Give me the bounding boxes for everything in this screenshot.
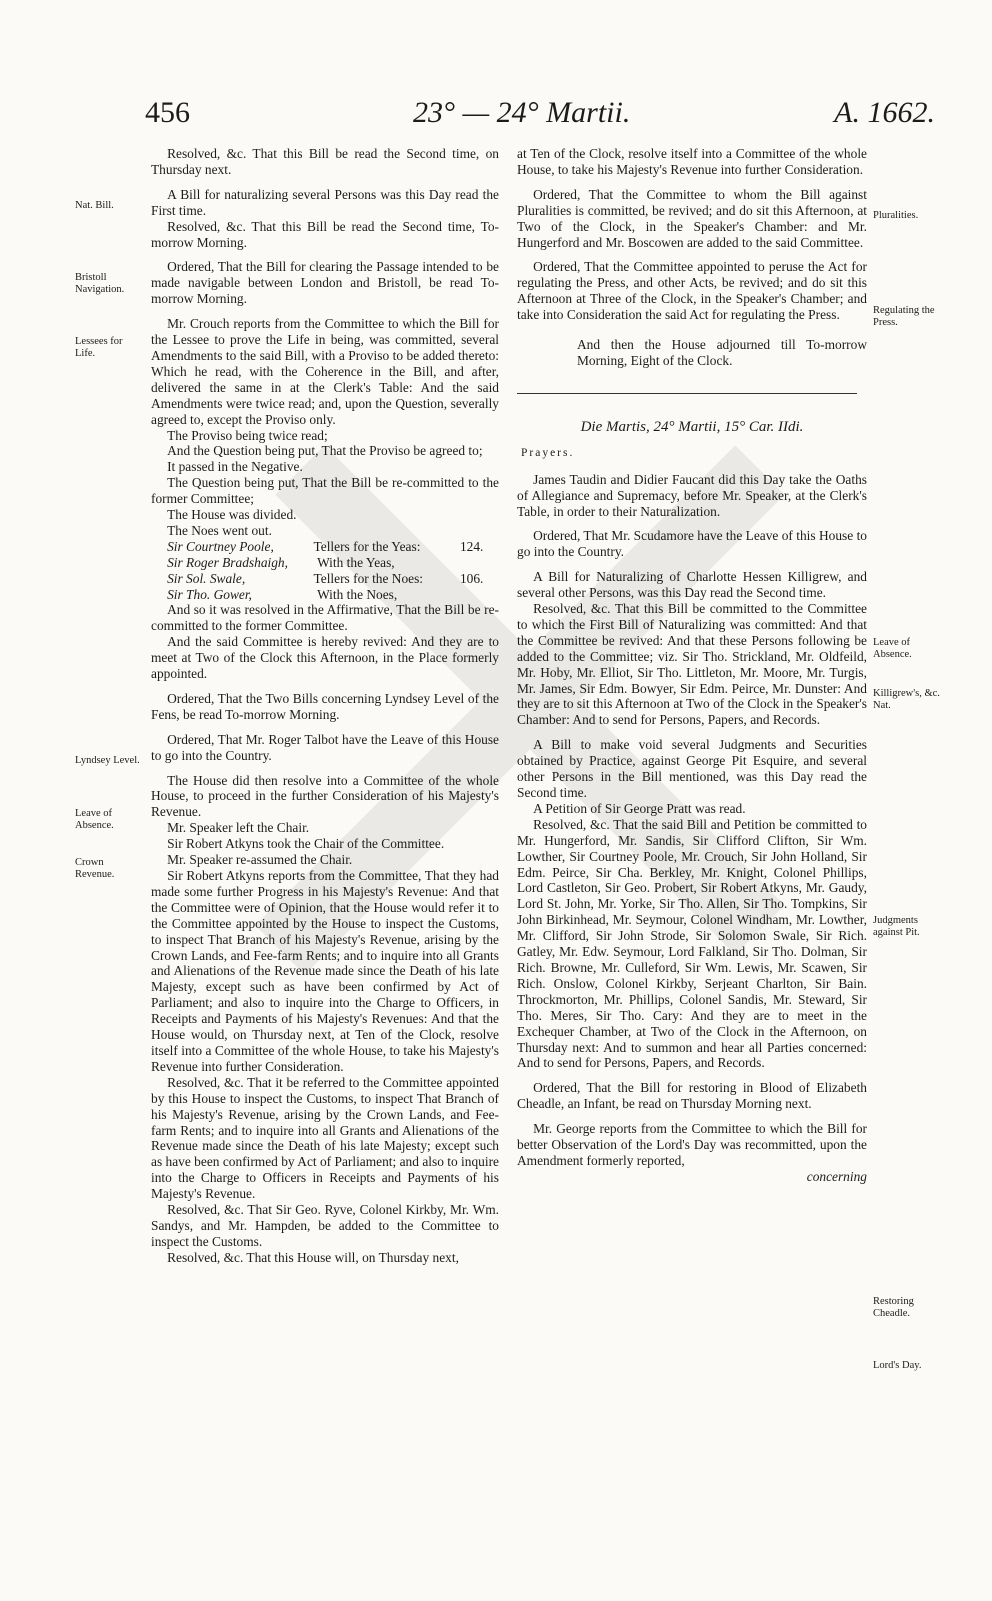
yeas-count: 124.: [459, 538, 484, 554]
division-tellers: [151, 539, 499, 603]
margin-note-killigrew: Killigrew's, &c. Nat.: [873, 688, 940, 711]
adjournment: And then the House adjourned till To-morrow Morning, Eight of the Clock.: [577, 337, 867, 368]
paragraph: And so it was resolved in the Affirmative, That the Bill be re-committed to the former Committee.: [151, 602, 499, 634]
paragraph: Ordered, That the Committee to whom the Bill against Pluralities is committed, be revived; and do sit this Afternoon, at Two of the Clock, in the Speaker's Chamber: and Mr. Hungerford and Mr. Boscowen are added to the said Committee.: [517, 186, 867, 250]
teller-role: Tellers for the Noes:: [313, 570, 424, 586]
margin-note-restoring: Restoring Cheadle.: [873, 1296, 914, 1319]
teller-name: Sir Roger Bradshaigh,: [167, 554, 288, 570]
teller-row: [151, 587, 499, 603]
paragraph: Sir Robert Atkyns took the Chair of the Committee.: [167, 836, 445, 852]
paragraph: Ordered, That Mr. Roger Talbot have the Leave of this House to go into the Country.: [151, 731, 499, 763]
paragraph: Resolved, &c. That this Bill be committed to the Committee to which the First Bill of Naturalizing was committed: And that the Committee be revived: And that these Persons following be added to the Committee; viz. Sir Tho. Strickland, Mr. Oldfeild, Mr. Hoby, Mr. Elliot, Sir Tho. Littleton, Mr. Moore, Mr. Turgis, Mr. James, Sir Edm. Bowyer, Sir Edm. Peirce, Mr. Dunster: And they are to sit this Afternoon at Two of the Clock in the Speaker's Chamber: And to send for Persons, Papers, and Records.: [517, 601, 867, 728]
paragraph: It passed in the Negative.: [167, 459, 303, 475]
section-divider: [517, 393, 857, 394]
paragraph: Ordered, That the Two Bills concerning Lyndsey Level of the Fens, be read To-morrow Morning.: [151, 690, 499, 722]
paragraph: Mr. George reports from the Committee to which the Bill for better Observation of the Lord's Day was recommitted, upon the Amendment formerly reported,: [517, 1121, 867, 1168]
page-number: 456: [145, 96, 190, 129]
paragraph: The Noes went out.: [167, 522, 272, 538]
teller-row: [151, 571, 499, 587]
prayers-heading: Prayers.: [521, 446, 575, 459]
margin-note-judgments: Judgments against Pit.: [873, 915, 920, 938]
year-heading: A. 1662.: [834, 96, 935, 129]
margin-note-pluralities: Pluralities.: [873, 210, 919, 221]
paragraph: Ordered, That Mr. Scudamore have the Leave of this House to go into the Country.: [517, 528, 867, 560]
paragraph: Ordered, That the Committee appointed to peruse the Act for regulating the Press, and other Acts, be revived; and do sit this Afternoon at Three of the Clock, in the Speaker's Chamber; and take into Consideration the said Act for regulating the Press.: [517, 259, 867, 323]
paragraph: Resolved, &c. That Sir Geo. Ryve, Colonel Kirkby, Mr. Wm. Sandys, and Mr. Hampden, be added to the Committee to inspect the Customs.: [151, 1202, 499, 1249]
paragraph: at Ten of the Clock, resolve itself into a Committee of the whole House, to take his Majesty's Revenue into further Consideration.: [517, 146, 867, 177]
teller-name: Sir Courtney Poole,: [167, 538, 274, 554]
catchword: concerning: [806, 1168, 867, 1184]
margin-note-bristoll: Bristoll Navigation.: [75, 272, 125, 295]
margin-note-nat-bill: Nat. Bill.: [75, 200, 114, 211]
margin-note-leave-1: Leave of Absence.: [75, 808, 114, 831]
paragraph: A Bill for naturalizing several Persons was this Day read the First time.: [151, 186, 499, 218]
paragraph: Mr. Speaker left the Chair.: [167, 820, 310, 836]
teller-role: With the Yeas,: [317, 554, 395, 570]
paragraph: Resolved, &c. That this Bill be read the Second time, To-morrow Morning.: [151, 218, 499, 250]
paragraph: Ordered, That the Bill for clearing the Passage intended to be made navigable between London and Bristoll, be read To-morrow Morning.: [151, 259, 499, 307]
teller-role: Tellers for the Yeas:: [313, 538, 421, 554]
margin-note-crown: Crown Revenue.: [75, 857, 115, 880]
teller-role: With the Noes,: [317, 586, 398, 602]
margin-note-leave-2: Leave of Absence.: [873, 637, 912, 660]
margin-note-lyndsey: Lyndsey Level.: [75, 755, 140, 766]
paragraph: Resolved, &c. That the said Bill and Petition be committed to Mr. Hungerford, Mr. Sandis, Sir Clifford Clifton, Sir Wm. Lowther, Sir Courtney Poole, Mr. Crouch, Sir John Holland, Sir Edm. Peirce, Sir Cha. Berkley, Mr. Knight, Colonel Phillips, Lord Castleton, Sir Geo. Probert, Sir Robert Atkyns, Mr. Gaudy, Lord St. John, Mr. Yorke, Sir Tho. Allen, Sir Tho. Tompkins, Sir John Birkinhead, Mr. Seymour, Colonel Windham, Mr. Lowther, Mr. Clifford, Sir John Strode, Sir Solomon Swale, Sir Rich. Gatley, Mr. Edw. Seymour, Lord Falkland, Sir Tho. Dolman, Sir Rich. Browne, Mr. Culleford, Sir Wm. Lewis, Mr. Scawen, Sir Rich. Onslow, Colonel Kirkby, Serjeant Charlton, Sir Bain. Throckmorton, Mr. Phillips, Colonel Sandis, Mr. Steward, Sir Tho. Meres, Sir Tho. Cary: And they are to meet in the Exchequer Chamber, at Two of the Clock in the Afternoon, on Thursday next: And to summon and hear all Parties concerned: And to send for Persons, Papers, and Records.: [517, 816, 867, 1071]
noes-count: 106.: [459, 570, 484, 586]
paragraph: A Petition of Sir George Pratt was read.: [533, 800, 746, 816]
teller-name: Sir Tho. Gower,: [167, 586, 252, 602]
page-header: [145, 96, 935, 138]
right-column: [517, 146, 867, 1185]
teller-name: Sir Sol. Swale,: [167, 570, 246, 586]
paragraph: Resolved, &c. That this House will, on Thursday next,: [167, 1249, 459, 1265]
paragraph: A Bill for Naturalizing of Charlotte Hessen Killigrew, and several other Persons, was this Day read the Second time.: [517, 569, 867, 601]
paragraph: The Question being put, That the Bill be re-committed to the former Committee;: [151, 475, 499, 507]
left-column: [151, 146, 499, 1266]
paragraph: Ordered, That the Bill for restoring in Blood of Elizabeth Cheadle, an Infant, be read on Thursday Morning next.: [517, 1080, 867, 1112]
paragraph: And the Question being put, That the Proviso be agreed to;: [167, 443, 483, 459]
margin-note-lordsday: Lord's Day.: [873, 1360, 922, 1371]
paragraph: The House did then resolve into a Committee of the whole House, to proceed in the further Consideration of his Majesty's Revenue.: [151, 772, 499, 820]
paragraph: And the said Committee is hereby revived: And they are to meet at Two of the Clock this Afternoon, in the Place formerly appointed.: [151, 634, 499, 682]
paragraph: The Proviso being twice read;: [167, 427, 328, 443]
paragraph: Resolved, &c. That this Bill be read the Second time, on Thursday next.: [151, 146, 499, 177]
teller-row: [151, 539, 499, 555]
paragraph: A Bill to make void several Judgments and Securities obtained by Practice, against George Pit Esquire, and several other Persons in the Bill mentioned, was this Day read the Second time.: [517, 737, 867, 800]
paragraph: Sir Robert Atkyns reports from the Committee, That they had made some further Progress in his Majesty's Revenue: And that the Committee were of Opinion, that the House would refer it to the Committee appointed by the House to inspect the Customs, to inspect That Branch of his Majesty's Revenue, arising by the Crown Lands, and Fee-farm Rents; and to inquire into all Grants and Alienations of the Revenue made since the Death of his late Majesty, except such as have been confirmed by Act of Parliament; and also to inquire into the Charge to Officers, in Receipts and Payments of his Majesty's Revenues: And that the House would, on Thursday next, at Ten of the Clock, resolve itself into a Committee of the whole House, to take his Majesty's Revenue into further Consideration.: [151, 868, 499, 1074]
margin-note-regulating: Regulating the Press.: [873, 305, 935, 328]
date-heading: 23° — 24° Martii.: [413, 96, 631, 129]
paragraph: Mr. Speaker re-assumed the Chair.: [167, 852, 353, 868]
paragraph: James Taudin and Didier Faucant did this Day take the Oaths of Allegiance and Supremacy, before Mr. Speaker, at the Clerk's Table, in order to their Naturalization.: [517, 471, 867, 519]
day-heading: Die Martis, 24° Martii, 15° Car. IIdi.: [580, 418, 804, 435]
margin-note-lessees: Lessees for Life.: [75, 336, 123, 359]
paragraph: The House was divided.: [167, 507, 297, 523]
paragraph: Mr. Crouch reports from the Committee to which the Bill for the Lessee to prove the Life in being, was committed, several Amendments to the said Bill, with a Proviso to be added thereto: Which he read, with the Coherence in the Bill, and after, delivered the same in at the Clerk's Table: And the said Amendments were twice read; and, upon the Question, severally agreed to, except the Proviso only.: [151, 316, 499, 427]
paragraph: Resolved, &c. That it be referred to the Committee appointed by this House to inspect the Customs, to inspect That Branch of his Majesty's Revenue, arising by the Crown Lands, and Fee-farm Rents; and to inquire into all Grants and Alienations of the Revenue made since the Death of his late Majesty; except such as have been confirmed by Act of Parliament; and also to inquire into the Charge to Officers in Receipts and Payments of his Majesty's Revenue.: [151, 1074, 499, 1202]
teller-row: [151, 555, 499, 571]
